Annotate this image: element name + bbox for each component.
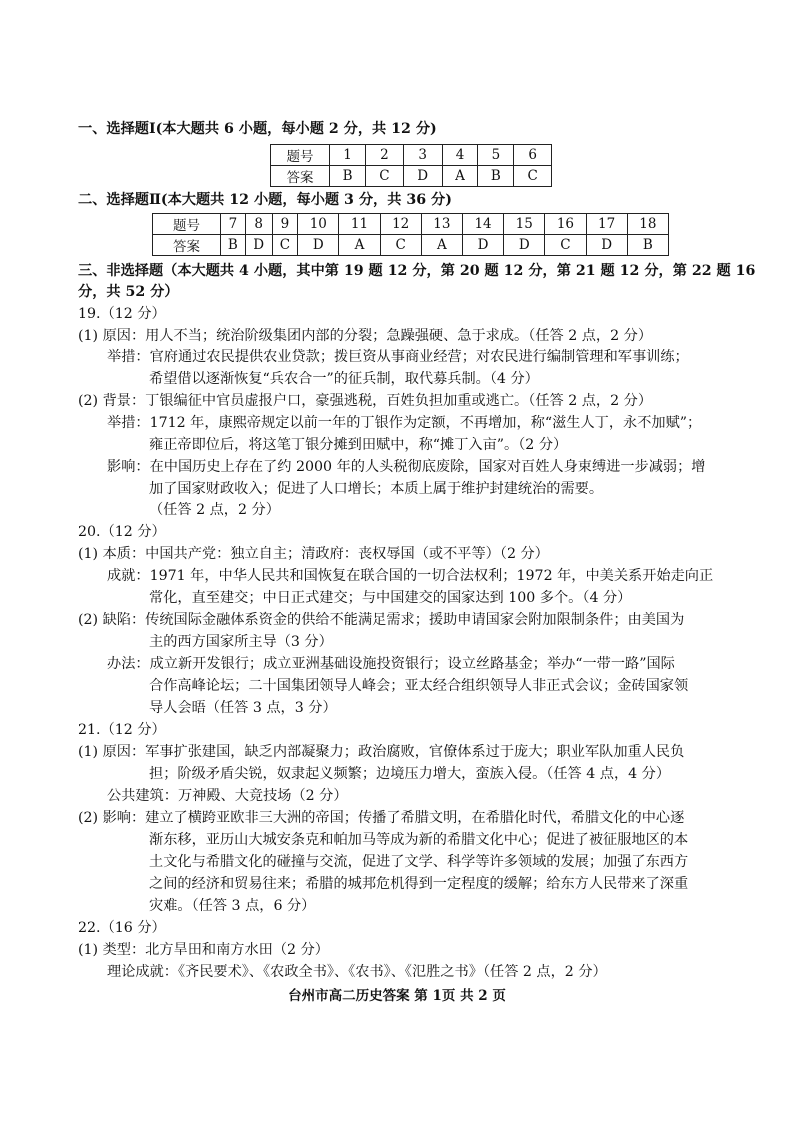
- q21-part1-reason: (1) 原因：军事扩张建国，缺乏内部凝聚力；政治腐败，官僚体系过于庞大；职业军队加重人民负: [78, 744, 685, 760]
- page-footer: 台州市高二历史答案 第 1页 共 2 页: [288, 988, 506, 1004]
- q21-part2-impact-cont1: 渐东移，亚历山大城安条克和帕加马等成为新的希腊文化中心；促进了被征服地区的本: [149, 832, 689, 848]
- answer-cell: D: [403, 166, 442, 187]
- question-21-heading: 21.（12 分）: [78, 722, 166, 738]
- section1-title: 一、选择题Ⅰ(本大题共 6 小题，每小题 2 分，共 12 分): [78, 121, 437, 137]
- q19-part1-reason: (1) 原因：用人不当；统治阶级集团内部的分裂；急躁强硬、急于求成。（任答 2 点，2 分）: [78, 328, 653, 344]
- section3-title-line2: 分，共 52 分）: [78, 284, 179, 300]
- question-number-cell: 2: [366, 145, 404, 166]
- answer-cell: D: [504, 235, 545, 256]
- section1-answer-table: [270, 144, 552, 187]
- table-header-cell: 答案: [153, 235, 221, 256]
- q19-part1-measures-cont: 希望借以逐渐恢复“兵农合一”的征兵制，取代募兵制。（4 分）: [149, 371, 539, 387]
- question-number-cell: 5: [478, 145, 514, 166]
- q20-part2-methods: 办法：成立新开发银行；成立亚洲基础设施投资银行；设立丝路基金；举办“一带一路”国际: [107, 656, 675, 672]
- q20-part2-methods-cont2: 导人会晤（任答 3 点，3 分）: [149, 700, 337, 716]
- table-row: [271, 145, 552, 166]
- q20-part1-achievement: 成就：1971 年，中华人民共和国恢复在联合国的一切合法权利；1972 年，中美关系开始走向正: [107, 568, 714, 584]
- q21-part2-impact-cont2: 土文化与希腊文化的碰撞与交流，促进了文学、科学等许多领域的发展；加强了东西方: [149, 854, 689, 870]
- q22-part1-theory: 理论成就：《齐民要术》、《农政全书》、《农书》、《氾胜之书》（任答 2 点，2 分）: [107, 964, 607, 980]
- answer-cell: D: [462, 235, 503, 256]
- question-number-cell: 7: [221, 214, 246, 235]
- q21-part2-impact-cont4: 灾难。（任答 3 点，6 分）: [149, 898, 316, 914]
- q19-part1-measures: 举措：官府通过农民提供农业贷款；拨巨资从事商业经营；对农民进行编制管理和军事训练；: [107, 349, 689, 365]
- question-22-heading: 22.（16 分）: [78, 920, 166, 936]
- answer-cell: D: [245, 235, 272, 256]
- question-number-cell: 14: [462, 214, 503, 235]
- q21-part1-reason-cont: 担；阶级矛盾尖锐，奴隶起义频繁；边境压力增大，蛮族入侵。（任答 4 点，4 分）: [149, 766, 671, 782]
- answer-cell: A: [339, 235, 380, 256]
- answer-cell: A: [442, 166, 478, 187]
- question-number-cell: 4: [442, 145, 478, 166]
- q20-part2-defect-cont: 主的西方国家所主导（3 分）: [149, 634, 333, 650]
- question-number-cell: 6: [514, 145, 552, 166]
- q19-part2-measures-cont: 雍正帝即位后，将这笔丁银分摊到田赋中，称“摊丁入亩”。（2 分）: [149, 437, 568, 453]
- q20-part1-achievement-cont: 常化，直至建交；中日正式建交；与中国建交的国家达到 100 多个。（4 分）: [149, 590, 632, 606]
- question-number-cell: 8: [245, 214, 272, 235]
- answer-cell: B: [330, 166, 366, 187]
- table-header-cell: 题号: [153, 214, 221, 235]
- question-number-cell: 16: [545, 214, 586, 235]
- answer-cell: B: [478, 166, 514, 187]
- q19-part2-background: (2) 背景：丁银编征中官员虚报户口，豪强逃税，百姓负担加重或逃亡。（任答 2 点，2 分）: [78, 393, 653, 409]
- q19-part2-measures: 举措：1712 年，康熙帝规定以前一年的丁银作为定额，不再增加，称“滋生人丁，永不加赋”；: [107, 415, 702, 431]
- question-number-cell: 10: [298, 214, 339, 235]
- table-row: [153, 214, 669, 235]
- q21-part2-impact-cont3: 之间的经济和贸易往来；希腊的城邦危机得到一定程度的缓解；给东方人民带来了深重: [149, 876, 689, 892]
- table-header-cell: 题号: [271, 145, 330, 166]
- question-number-cell: 15: [504, 214, 545, 235]
- answer-cell: D: [298, 235, 339, 256]
- question-number-cell: 9: [272, 214, 298, 235]
- answer-cell: C: [380, 235, 421, 256]
- section2-title: 二、选择题Ⅱ(本大题共 12 小题，每小题 3 分，共 36 分): [78, 192, 452, 208]
- question-number-cell: 1: [330, 145, 366, 166]
- section3-title-line1: 三、非选择题（本大题共 4 小题，其中第 19 题 12 分，第 20 题 12 分，第 21 题 12 分，第 22 题 16: [78, 263, 756, 279]
- question-20-heading: 20.（12 分）: [78, 524, 166, 540]
- answer-cell: C: [514, 166, 552, 187]
- q19-part2-impact: 影响：在中国历史上存在了约 2000 年的人头税彻底废除，国家对百姓人身束缚进一步减弱；增: [107, 459, 706, 475]
- question-number-cell: 12: [380, 214, 421, 235]
- answer-cell: A: [421, 235, 462, 256]
- question-number-cell: 13: [421, 214, 462, 235]
- question-number-cell: 18: [627, 214, 668, 235]
- question-number-cell: 11: [339, 214, 380, 235]
- q20-part2-defect: (2) 缺陷：传统国际金融体系资金的供给不能满足需求；援助申请国家会附加限制条件；由美国为: [78, 612, 685, 628]
- question-number-cell: 3: [403, 145, 442, 166]
- section2-answer-table: [152, 213, 669, 256]
- q21-part2-impact: (2) 影响：建立了横跨亚欧非三大洲的帝国；传播了希腊文明，在希腊化时代，希腊文化的中心逐: [78, 810, 685, 826]
- question-number-cell: 17: [586, 214, 627, 235]
- answer-cell: C: [272, 235, 298, 256]
- question-19-heading: 19.（12 分）: [78, 306, 166, 322]
- q22-part1-type: (1) 类型：北方旱田和南方水田（2 分）: [78, 942, 329, 958]
- q19-part2-impact-cont: 加了国家财政收入；促进了人口增长；本质上属于维护封建统治的需要。: [149, 481, 604, 497]
- q20-part1-essence: (1) 本质：中国共产党：独立自主；清政府：丧权辱国（或不平等）（2 分）: [78, 546, 549, 562]
- answer-cell: C: [545, 235, 586, 256]
- table-header-cell: 答案: [271, 166, 330, 187]
- table-row: [271, 166, 552, 187]
- q21-part1-public-buildings: 公共建筑：万神殿、大竞技场（2 分）: [107, 788, 348, 804]
- q19-part2-score-note: （任答 2 点，2 分）: [149, 502, 280, 518]
- q20-part2-methods-cont: 合作高峰论坛；二十国集团领导人峰会；亚太经合组织领导人非正式会议；金砖国家领: [149, 678, 689, 694]
- answer-cell: C: [366, 166, 404, 187]
- answer-cell: B: [221, 235, 246, 256]
- answer-cell: D: [586, 235, 627, 256]
- answer-cell: B: [627, 235, 668, 256]
- table-row: [153, 235, 669, 256]
